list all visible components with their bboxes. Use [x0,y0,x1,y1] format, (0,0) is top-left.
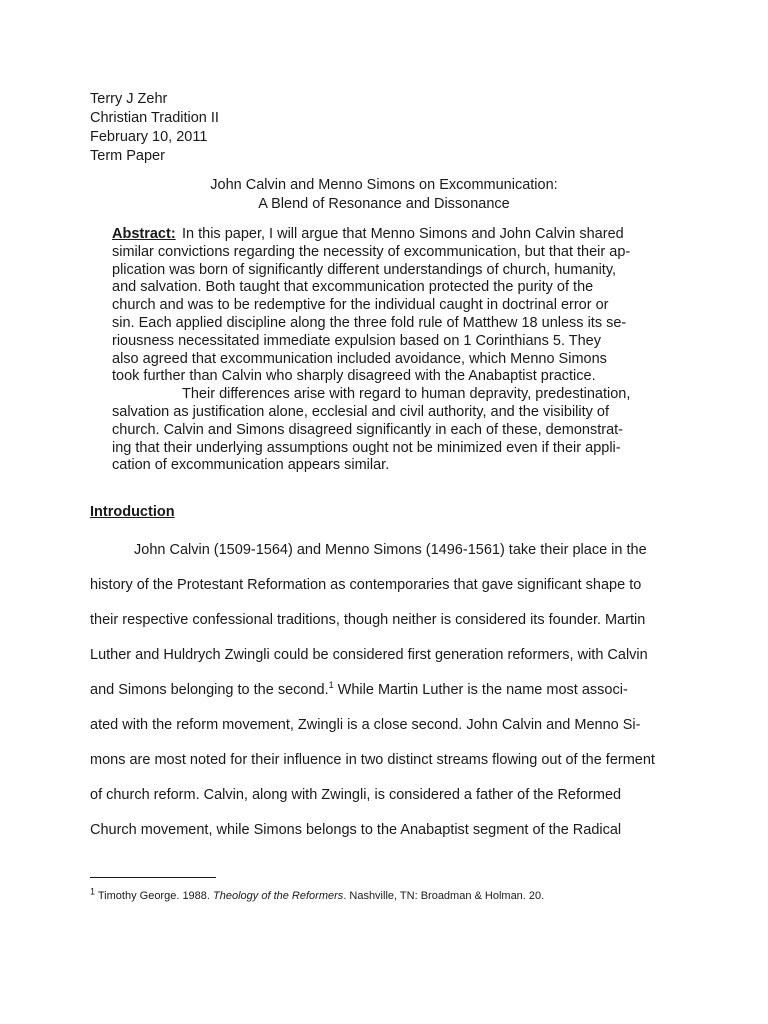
footnote-divider [90,877,216,878]
body-line: Luther and Huldrych Zwingli could be considered first generation reformers, with Calvin [90,647,648,663]
abstract-line: similar convictions regarding the necessity of excommunication, but that their ap- [112,243,631,260]
abstract-line: church. Calvin and Simons disagreed significantly in each of these, demonstrat- [112,421,623,438]
body-line: John Calvin (1509-1564) and Menno Simons (1496-1561) take their place in the [134,542,647,558]
abstract-line: also agreed that excommunication included avoidance, which Menno Simons [112,350,607,367]
introduction-body [90,538,680,853]
abstract-line: plication was born of significantly different understandings of church, humanity, [112,261,617,278]
paper-title [0,176,768,214]
abstract-line: salvation as justification alone, ecclesial and civil authority, and the visibility of [112,403,610,420]
body-line-with-footnote [90,678,680,713]
abstract-line: In this paper, I will argue that Menno Simons and John Calvin shared [182,226,624,242]
body-line: mons are most noted for their influence in two distinct streams flowing out of the ferment [90,752,655,768]
abstract-section [112,226,642,475]
author-name: Terry J Zehr [90,91,168,107]
body-line: their respective confessional traditions, though neither is considered its founder. Martin [90,612,646,628]
body-line-text: and Simons belonging to the second. [90,682,329,698]
abstract-line: church and was to be redemptive for the individual caught in doctrinal error or [112,297,609,314]
footnote-marker: 1 [90,886,96,897]
paper-header [90,90,219,166]
paper-type: Term Paper [90,148,165,164]
body-line: of church reform. Calvin, along with Zwingli, is considered a father of the Reformed [90,787,622,803]
title-line: John Calvin and Menno Simons on Excommunication: [210,177,558,193]
footnote-book-title: Theology of the Reformers [213,890,344,902]
body-line: ated with the reform movement, Zwingli is a close second. John Calvin and Menno Si- [90,717,641,733]
introduction-heading: Introduction [90,504,175,520]
abstract-line: ing that their underlying assumptions ought not be minimized even if their appli- [112,439,621,456]
body-line: history of the Protestant Reformation as contemporaries that gave significant shape to [90,577,642,593]
course-name: Christian Tradition II [90,110,219,126]
body-line: Church movement, while Simons belongs to the Anabaptist segment of the Radical [90,822,622,838]
abstract-line: sin. Each applied discipline along the three fold rule of Matthew 18 unless its se- [112,314,627,331]
paper-date: February 10, 2011 [90,129,208,145]
abstract-heading: Abstract: [112,226,176,242]
abstract-line: and salvation. Both taught that excommunication protected the purity of the [112,279,594,296]
footnote [90,886,545,902]
footnote-text: . Nashville, TN: Broadman & Holman. 20. [343,890,545,902]
abstract-line: took further than Calvin who sharply disagreed with the Anabaptist practice. [112,368,596,385]
abstract-line: cation of excommunication appears similar. [112,457,390,474]
abstract-line: riousness necessitated immediate expulsion based on 1 Corinthians 5. They [112,332,601,349]
body-line-text: While Martin Luther is the name most associ- [333,682,628,698]
footnote-reference: 1 [328,680,334,691]
abstract-line: Their differences arise with regard to human depravity, predestination, [182,386,631,403]
subtitle-line: A Blend of Resonance and Dissonance [258,196,510,212]
footnote-text: Timothy George. 1988. [95,890,214,902]
